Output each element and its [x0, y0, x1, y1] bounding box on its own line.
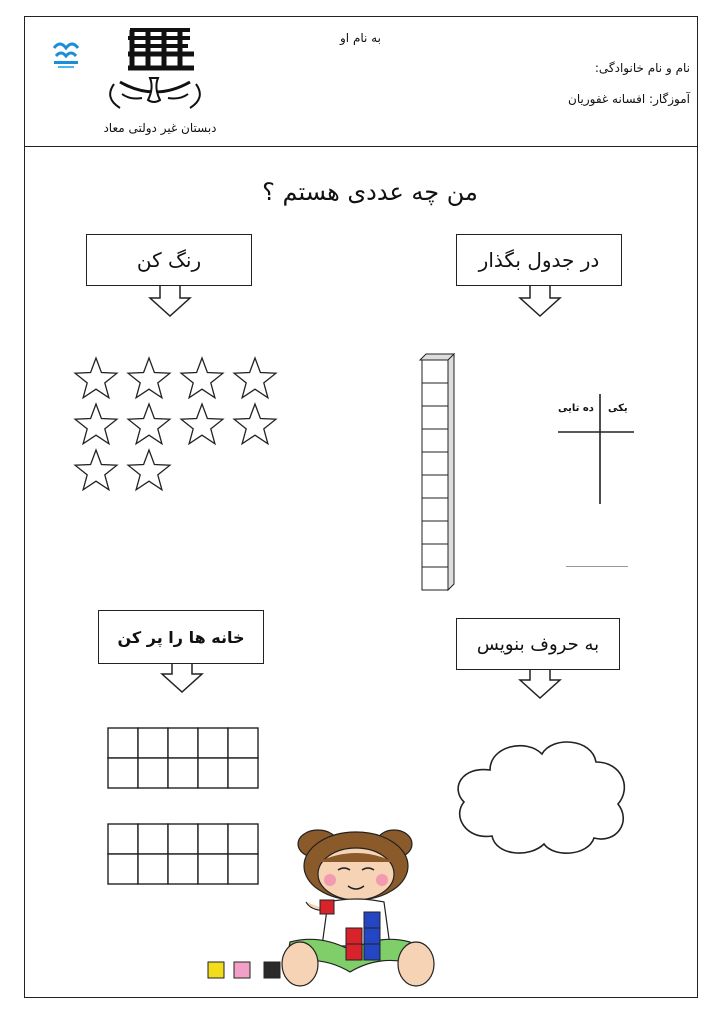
stars-group [70, 356, 280, 492]
girl-playing-cubes-illustration [200, 826, 450, 990]
blue-cube [364, 944, 380, 960]
red-cube [346, 928, 362, 944]
unit-cube [422, 567, 448, 590]
ten-frame-cell[interactable] [198, 728, 228, 758]
ten-frame-cell[interactable] [198, 758, 228, 788]
tens-rod [418, 352, 458, 588]
star-icon[interactable] [234, 404, 276, 444]
ten-frame-cell[interactable] [108, 854, 138, 884]
unit-cube [422, 383, 448, 406]
ten-frame-cell[interactable] [228, 758, 258, 788]
school-logo-icon [100, 24, 210, 120]
star-icon[interactable] [234, 358, 276, 398]
ten-frame-cell[interactable] [228, 728, 258, 758]
ten-frame-cell[interactable] [138, 854, 168, 884]
unit-cube [422, 406, 448, 429]
cloud-answer-area [450, 732, 632, 860]
star-icon[interactable] [181, 358, 223, 398]
ten-frame-cell[interactable] [138, 728, 168, 758]
instruction-place-value: در جدول بگذار [456, 234, 622, 286]
red-cube [346, 944, 362, 960]
arrow-down-icon [148, 286, 192, 318]
star-icon[interactable] [75, 450, 117, 490]
school-name: دبستان غیر دولتی معاد [103, 121, 217, 135]
tens-column-label: ده تایی [558, 403, 594, 414]
arrow-down-icon [518, 670, 562, 700]
ten-frame-cell[interactable] [108, 824, 138, 854]
ten-frame-cell[interactable] [168, 824, 198, 854]
star-icon[interactable] [75, 404, 117, 444]
ten-frame-cell[interactable] [168, 728, 198, 758]
unit-cube [422, 475, 448, 498]
ten-frame-cell[interactable] [168, 758, 198, 788]
unit-cube [422, 498, 448, 521]
instruction-color: رنگ کن [86, 234, 252, 286]
answer-line [566, 566, 628, 567]
family-name-label: نام و نام خانوادگی: [594, 61, 690, 75]
star-icon[interactable] [128, 450, 170, 490]
blue-cube [364, 912, 380, 928]
arrow-down-icon [160, 664, 204, 694]
teacher-label: آموزگار: افسانه غفوریان [568, 92, 690, 106]
ones-column-label: یکی [608, 403, 628, 414]
corner-logo-icon [50, 38, 84, 70]
ten-frame-cell[interactable] [138, 824, 168, 854]
worksheet-title: من چه عددی هستم ؟ [262, 178, 478, 206]
instruction-write-words: به حروف بنویس [456, 618, 620, 670]
shoe [398, 942, 434, 986]
star-icon[interactable] [128, 404, 170, 444]
unit-cube [422, 429, 448, 452]
unit-cube [422, 544, 448, 567]
pink-cube [234, 962, 250, 978]
black-cube [264, 962, 280, 978]
arrow-down-icon [518, 286, 562, 318]
unit-cube [422, 521, 448, 544]
star-icon[interactable] [128, 358, 170, 398]
shoe [282, 942, 318, 986]
blue-cube [364, 928, 380, 944]
instruction-fill-boxes: خانه ها را پر کن [98, 610, 264, 664]
ten-frame-cell[interactable] [108, 758, 138, 788]
unit-cube [422, 360, 448, 383]
red-cube [320, 900, 334, 914]
star-icon[interactable] [181, 404, 223, 444]
ten-frame-cell[interactable] [108, 728, 138, 758]
yellow-cube [208, 962, 224, 978]
basmala: به نام او [340, 31, 381, 45]
ten-frame-cell[interactable] [138, 758, 168, 788]
unit-cube [422, 452, 448, 475]
header-divider [24, 146, 698, 147]
star-icon[interactable] [75, 358, 117, 398]
ten-frame-cell[interactable] [168, 854, 198, 884]
